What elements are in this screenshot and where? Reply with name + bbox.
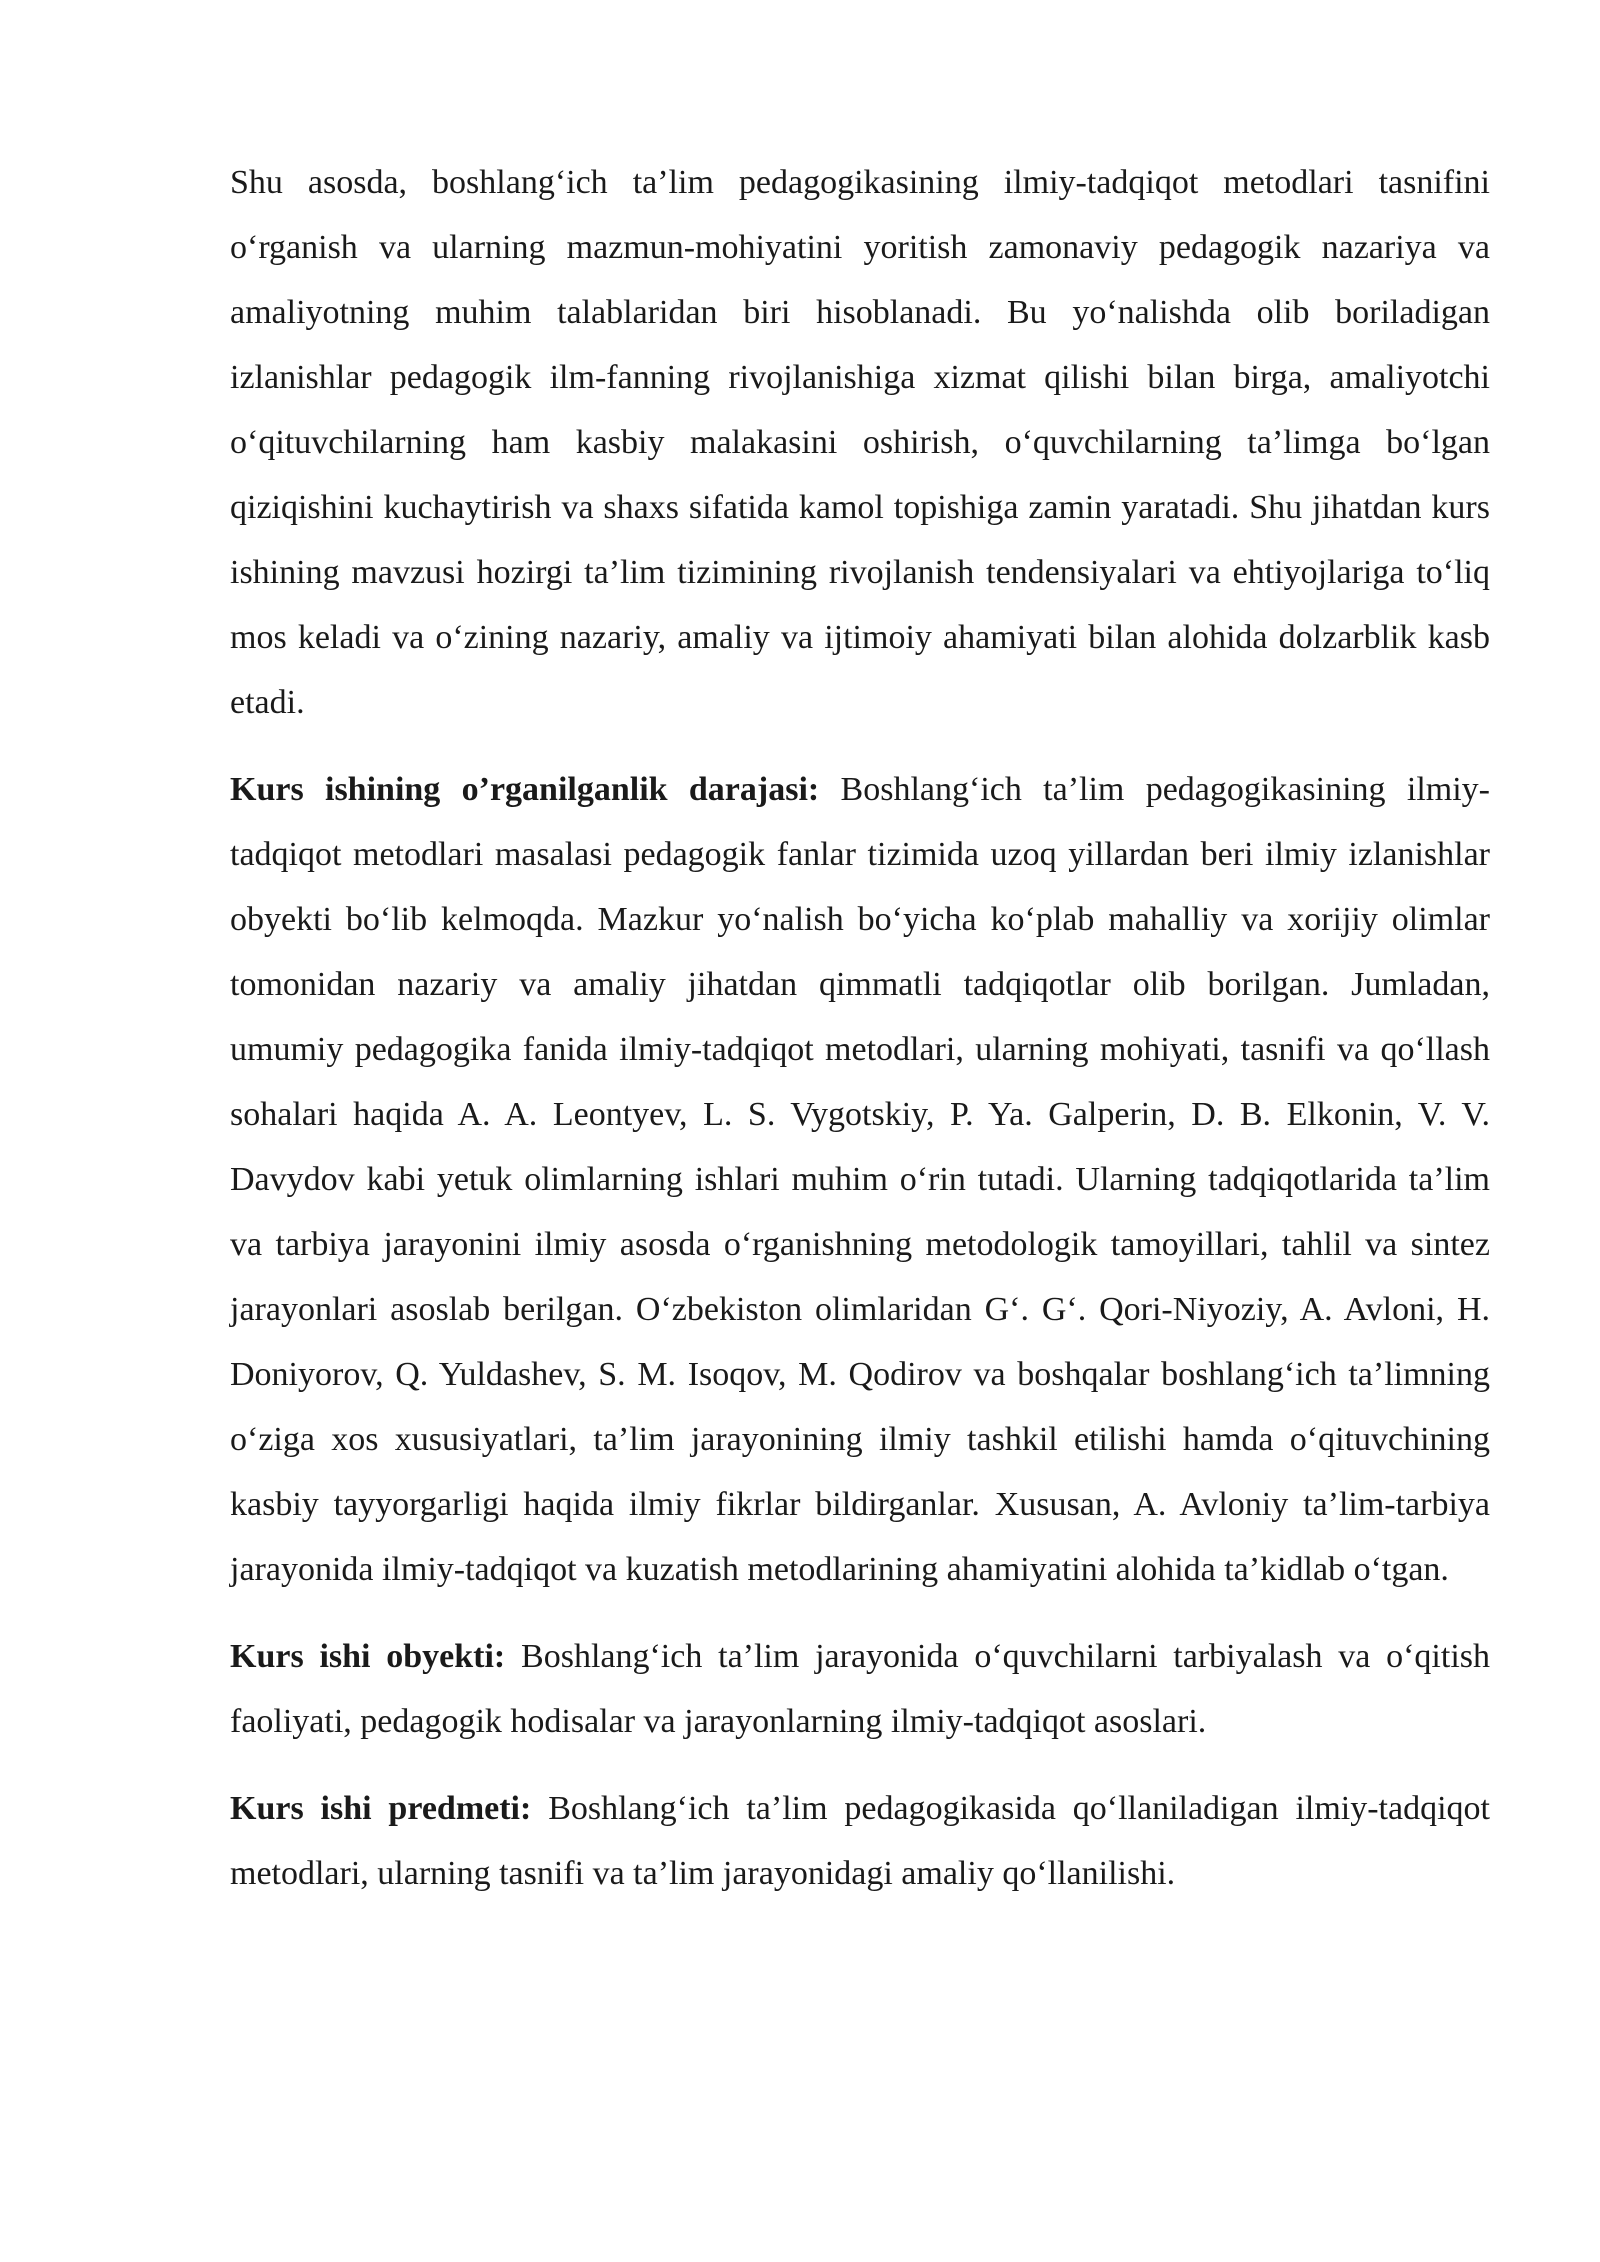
paragraph-text: Boshlang‘ich ta’lim pedagogikasida qo‘llaniladigan ilmiy-tadqiqot metodlari, ularning tasnifi va ta’lim jarayonidagi amaliy qo‘llanilishi. <box>230 1790 1490 1892</box>
paragraph-relevance <box>230 150 1490 735</box>
paragraph-text: Boshlang‘ich ta’lim jarayonida o‘quvchilarni tarbiyalash va o‘qitish faoliyati, pedagogik hodisalar va jarayonlarning ilmiy-tadqiqot asoslari. <box>230 1638 1490 1740</box>
paragraph-label: Kurs ishi obyekti: <box>230 1638 506 1675</box>
paragraph-label: Kurs ishining o’rganilganlik darajasi: <box>230 771 820 808</box>
document-page <box>230 150 1490 1928</box>
paragraph-text: Boshlang‘ich ta’lim pedagogikasining ilmiy-tadqiqot metodlari masalasi pedagogik fanlar tizimida uzoq yillardan beri ilmiy izlanishlar obyekti bo‘lib kelmoqda. Mazkur yo‘nalish bo‘yicha ko‘plab mahalliy va xorijiy olimlar tomonidan nazariy va amaliy jihatdan qimmatli tadqiqotlar olib borilgan. Jumladan, umumiy pedagogika fanida ilmiy-tadqiqot metodlari, ularning mohiyati, tasnifi va qo‘llash sohalari haqida A. A. Leontyev, L. S. Vygotskiy, P. Ya. Galperin, D. B. Elkonin, V. V. Davydov kabi yetuk olimlarning ishlari muhim o‘rin tutadi. Ularning tadqiqotlarida ta’lim va tarbiya jarayonini ilmiy asosda o‘rganishning metodologik tamoyillari, tahlil va sintez jarayonlari asoslab berilgan. O‘zbekiston olimlaridan G‘. G‘. Qori-Niyoziy, A. Avloni, H. Doniyorov, Q. Yuldashev, S. M. Isoqov, M. Qodirov va boshqalar boshlang‘ich ta’limning o‘ziga xos xususiyatlari, ta’lim jarayonining ilmiy tashkil etilishi hamda o‘qituvchining kasbiy tayyorgarligi haqida ilmiy fikrlar bildirganlar. Xususan, A. Avloniy ta’lim-tarbiya jarayonida ilmiy-tadqiqot va kuzatish metodlarining ahamiyatini alohida ta’kidlab o‘tgan. <box>230 771 1490 1588</box>
paragraph-object <box>230 1624 1490 1754</box>
paragraph-label: Kurs ishi predmeti: <box>230 1790 532 1827</box>
paragraph-subject <box>230 1776 1490 1906</box>
paragraph-study-level <box>230 757 1490 1602</box>
paragraph-text: Shu asosda, boshlang‘ich ta’lim pedagogikasining ilmiy-tadqiqot metodlari tasnifini o‘rganish va ularning mazmun-mohiyatini yoritish zamonaviy pedagogik nazariya va amaliyotning muhim talablaridan biri hisoblanadi. Bu yo‘nalishda olib boriladigan izlanishlar pedagogik ilm-fanning rivojlanishiga xizmat qilishi bilan birga, amaliyotchi o‘qituvchilarning ham kasbiy malakasini oshirish, o‘quvchilarning ta’limga bo‘lgan qiziqishini kuchaytirish va shaxs sifatida kamol topishiga zamin yaratadi. Shu jihatdan kurs ishining mavzusi hozirgi ta’lim tizimining rivojlanish tendensiyalari va ehtiyojlariga to‘liq mos keladi va o‘zining nazariy, amaliy va ijtimoiy ahamiyati bilan alohida dolzarblik kasb etadi. <box>230 164 1490 721</box>
